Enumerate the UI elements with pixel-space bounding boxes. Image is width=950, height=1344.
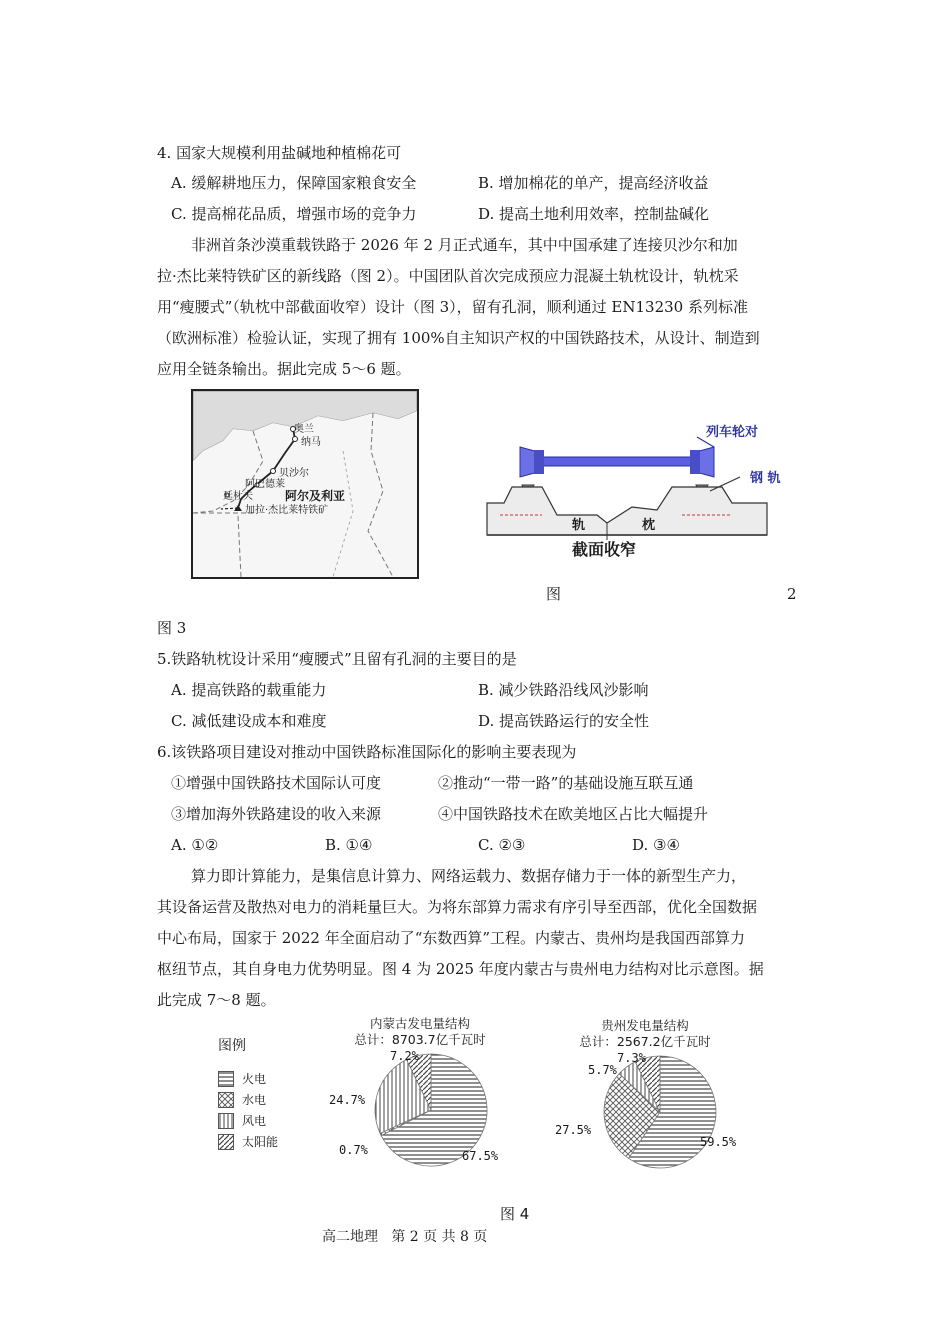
- label-section-narrow: 截面收窄: [572, 540, 637, 559]
- legend-swatch-solar: [218, 1134, 234, 1150]
- passage1-line: 拉·杰比莱特铁矿区的新线路（图 2）。中国团队首次完成预应力混凝土轨枕设计，轨枕采: [157, 267, 739, 285]
- passage1-line: 用“瘦腰式”（轨枕中部截面收窄）设计（图 3），留有孔洞，顺利通过 EN13230 系列标准: [157, 298, 748, 316]
- q4-option-d: D. 提高土地利用效率，控制盐碱化: [478, 205, 710, 223]
- passage2-line: 算力即计算能力，是集信息计算力、网络运载力、数据存储力于一体的新型生产力，: [191, 867, 747, 885]
- legend-label: 火电: [242, 1072, 267, 1086]
- map-label-abadla: 阿巴德莱: [245, 479, 285, 490]
- figure-4-caption: 图 4: [500, 1205, 530, 1223]
- pie1-label-fire: 67.5%: [462, 1149, 499, 1163]
- figure-2-caption-b: 2: [787, 585, 797, 603]
- pie1-subtitle: 总计：8703.7亿千瓦时: [354, 1032, 486, 1047]
- map-label-algeria: 阿尔及利亚: [285, 489, 346, 503]
- railway-map: [191, 389, 419, 579]
- map-label-naama: 纳马: [301, 437, 321, 448]
- map-label-bechar: 贝沙尔: [279, 468, 309, 479]
- legend-item-hydro: [218, 1091, 266, 1108]
- label-sleeper-right: 枕: [642, 518, 656, 533]
- q5-option-b: B. 减少铁路沿线风沙影响: [478, 681, 649, 699]
- sleeper-diagram: [482, 415, 802, 565]
- q6-stem: 6.该铁路项目建设对推动中国铁路标准国际化的影响主要表现为: [157, 743, 577, 761]
- figure-3-caption: 图 3: [157, 619, 187, 637]
- pie2-label-solar: 7.3%: [617, 1051, 646, 1065]
- legend-label: 风电: [242, 1114, 267, 1128]
- q5-option-a: A. 提高铁路的载重能力: [171, 681, 327, 699]
- pie1-label-solar: 7.2%: [390, 1049, 419, 1063]
- passage2-line: 中心布局，国家于 2022 年全面启动了“东数西算”工程。内蒙古、贵州均是我国西部算力: [157, 929, 746, 947]
- map-drawing: [193, 391, 417, 577]
- passage1-line: （欧洲标准）检验认证，实现了拥有 100%自主知识产权的中国铁路技术，从设计、制造到: [157, 329, 760, 347]
- legend-swatch-fire: [218, 1071, 234, 1087]
- pie1-label-wind: 24.7%: [329, 1093, 366, 1107]
- q5-option-c: C. 减低建设成本和难度: [171, 712, 327, 730]
- pie2-title: 贵州发电量结构: [601, 1018, 689, 1033]
- legend-label: 水电: [242, 1093, 267, 1107]
- q6-option-a: A. ①②: [171, 836, 219, 854]
- page-footer: 高二地理 第 2 页 共 8 页: [322, 1229, 488, 1245]
- legend-label: 太阳能: [242, 1135, 279, 1149]
- pie2-subtitle: 总计：2567.2亿千瓦时: [579, 1034, 711, 1049]
- pie1-title: 内蒙古发电量结构: [369, 1016, 470, 1031]
- label-wheelset: 列车轮对: [706, 425, 759, 440]
- q6-item-4: ④中国铁路技术在欧美地区占比大幅提升: [438, 805, 709, 823]
- map-label-tindouf: 廷杜夫: [223, 491, 253, 502]
- q6-option-d: D. ③④: [632, 836, 680, 854]
- legend-item-fire: [218, 1070, 266, 1087]
- legend-item-wind: [218, 1112, 266, 1129]
- q6-option-b: B. ①④: [325, 836, 373, 854]
- legend-swatch-hydro: [218, 1092, 234, 1108]
- q5-option-d: D. 提高铁路运行的安全性: [478, 712, 650, 730]
- passage1-line: 应用全链条输出。据此完成 5～6 题。: [157, 360, 411, 378]
- pie2-label-wind: 5.7%: [588, 1063, 617, 1077]
- q4-stem: 4. 国家大规模利用盐碱地种植棉花可: [157, 144, 402, 162]
- map-label-gara: 加拉·杰比莱特铁矿: [245, 505, 329, 516]
- pie1-label-hydro: 0.7%: [339, 1143, 368, 1157]
- label-rail: 钢 轨: [750, 471, 781, 486]
- q6-item-1: ①增强中国铁路技术国际认可度: [171, 774, 382, 792]
- map-label-oran: 奥兰: [294, 424, 314, 435]
- passage2-line: 其设备运营及散热对电力的消耗量巨大。为将东部算力需求有序引导至西部，优化全国数据: [157, 898, 758, 916]
- legend-title: 图例: [218, 1038, 246, 1054]
- legend-item-solar: [218, 1133, 278, 1150]
- passage1-line: 非洲首条沙漠重载铁路于 2026 年 2 月正式通车，其中中国承建了连接贝沙尔和加: [191, 236, 738, 254]
- figure-2-caption-a: 图: [546, 585, 562, 603]
- q6-item-2: ②推动“一带一路”的基础设施互联互通: [438, 774, 694, 792]
- q4-option-a: A. 缓解耕地压力，保障国家粮食安全: [171, 174, 417, 192]
- q4-option-c: C. 提高棉花品质，增强市场的竞争力: [171, 205, 417, 223]
- legend-swatch-wind: [218, 1113, 234, 1129]
- passage2-line: 枢纽节点，其自身电力优势明显。图 4 为 2025 年度内蒙古与贵州电力结构对比示意图。据: [157, 960, 764, 978]
- q4-option-b: B. 增加棉花的单产，提高经济收益: [478, 174, 709, 192]
- pie2-label-fire: 59.5%: [700, 1135, 737, 1149]
- passage2-line: 此完成 7～8 题。: [157, 991, 276, 1009]
- label-sleeper-left: 轨: [572, 518, 586, 533]
- q5-stem: 5.铁路轨枕设计采用“瘦腰式”且留有孔洞的主要目的是: [157, 650, 517, 668]
- q6-option-c: C. ②③: [478, 836, 526, 854]
- q6-item-3: ③增加海外铁路建设的收入来源: [171, 805, 382, 823]
- pie2-label-hydro: 27.5%: [555, 1123, 592, 1137]
